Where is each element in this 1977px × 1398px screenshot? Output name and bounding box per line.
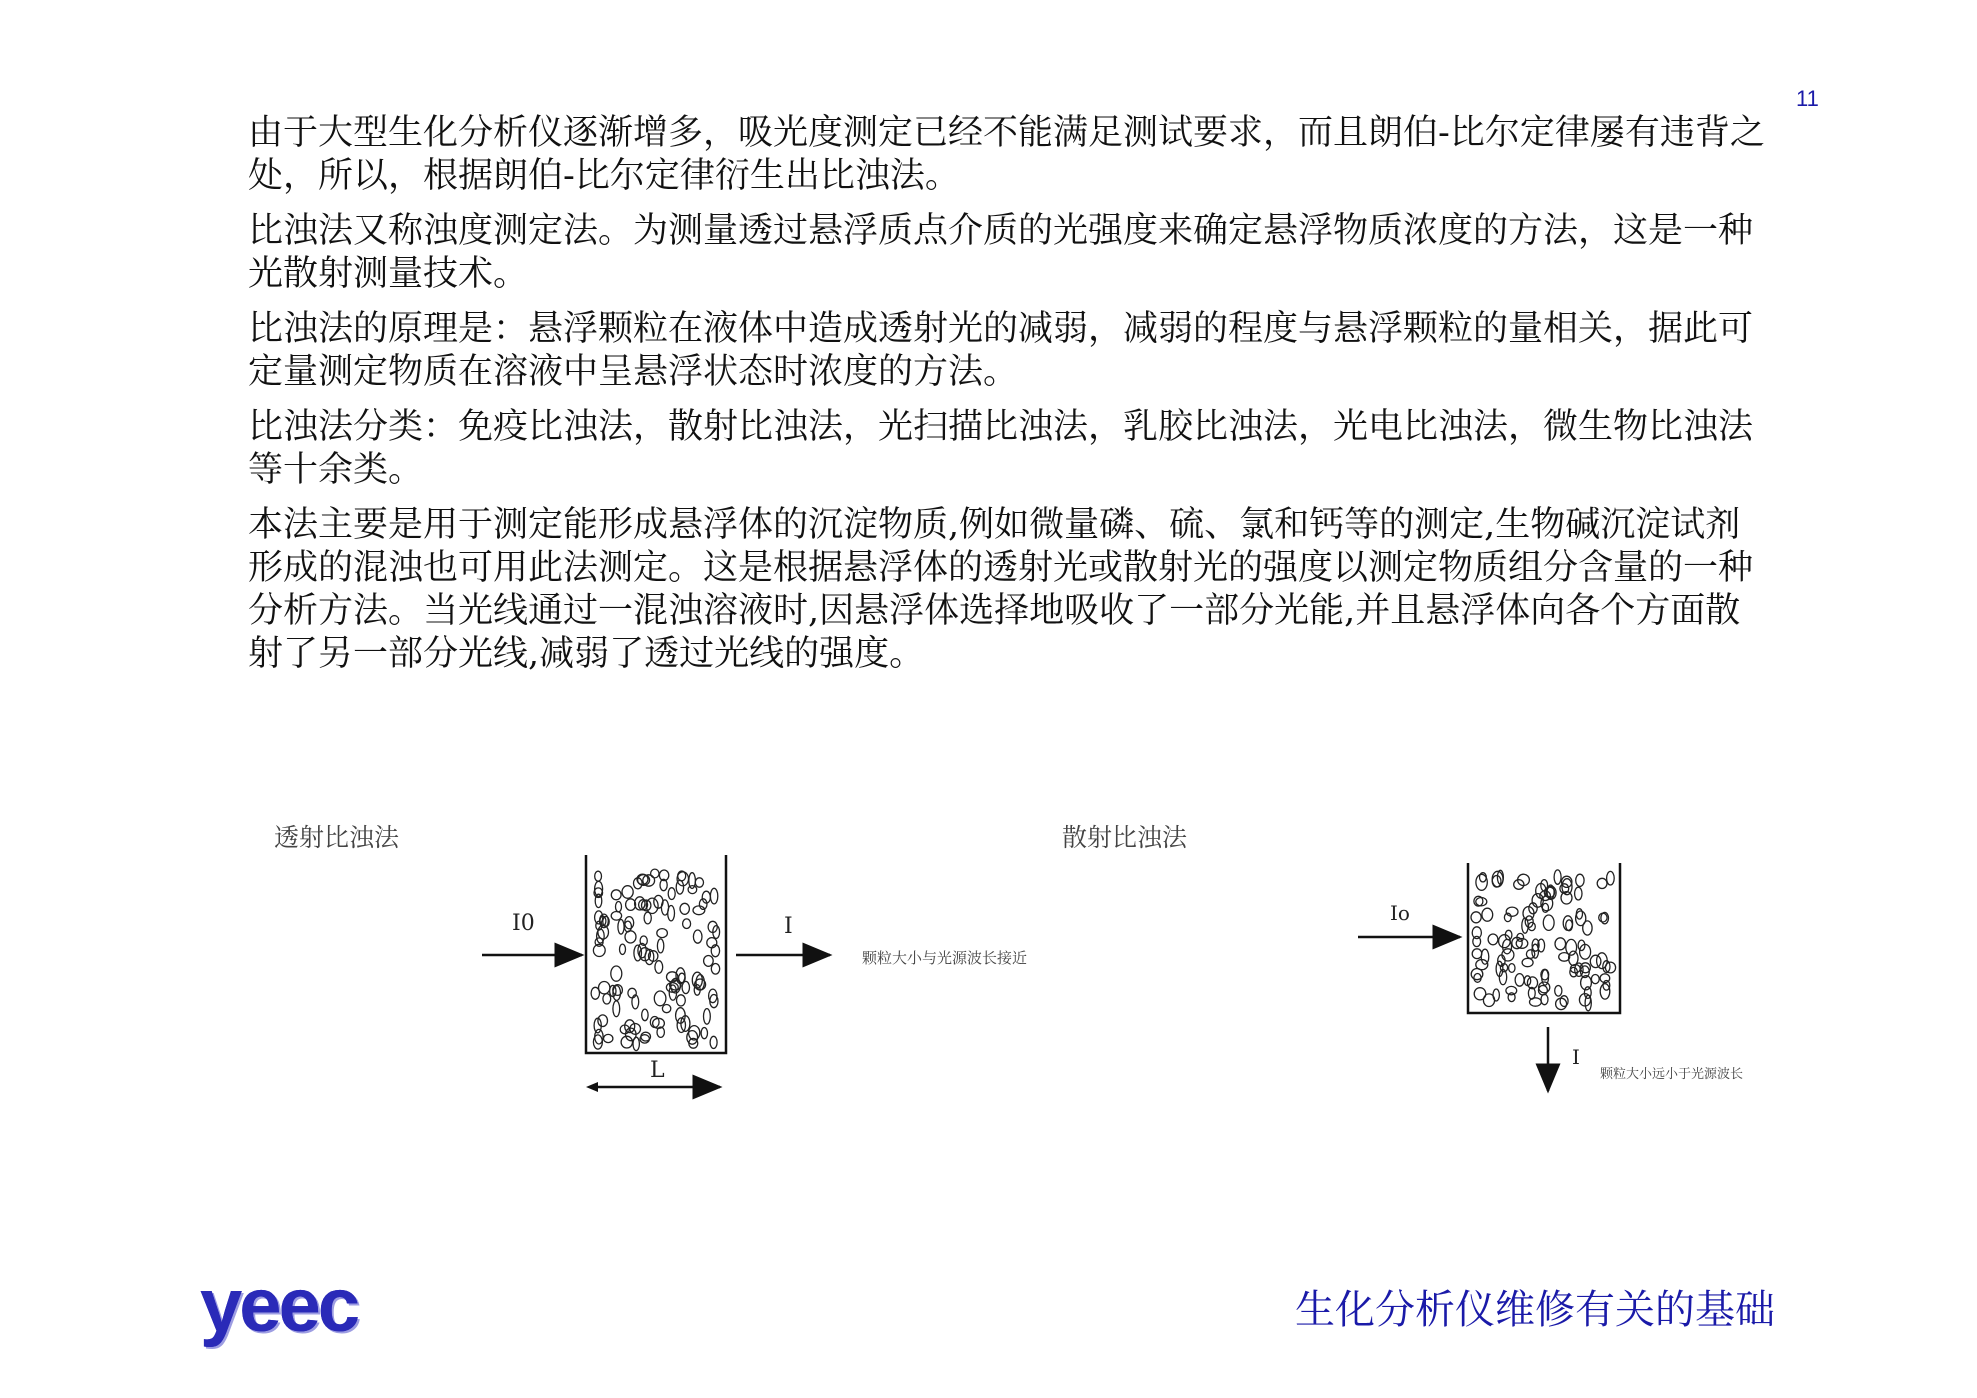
particle (1576, 874, 1584, 886)
particles (1471, 870, 1616, 1011)
particle (625, 917, 634, 929)
particle (662, 1005, 670, 1013)
particles (591, 869, 720, 1051)
particle (680, 903, 689, 914)
particle (599, 982, 610, 994)
particle (1575, 887, 1582, 900)
particle (1515, 974, 1524, 987)
particle (651, 869, 659, 878)
particle (1471, 912, 1481, 923)
particle (711, 964, 719, 975)
particle (1506, 986, 1517, 994)
particle (1506, 907, 1518, 916)
particle (655, 961, 663, 974)
particle (620, 944, 626, 954)
paragraph-principle: 比浊法的原理是：悬浮颗粒在液体中造成透射光的减弱，减弱的程度与悬浮颗粒的量相关，据此可定量测定物质在溶液中呈悬浮状态时浓度的方法。 (248, 309, 1754, 392)
path-length-label: L (650, 1058, 665, 1083)
paragraph-application: 本法主要是用于测定能形成悬浮体的沉淀物质,例如微量磷、硫、氯和钙等的测定,生物碱沉淀试剂形成的混浊也可用此法测定。这是根据悬浮体的透射光或散射光的强度以测定物质组分含量的一种分析方法。当光线通过一混浊溶液时,因悬浮体选择地吸收了一部分光能,并且悬浮体向各个方面散射了另一部分光线,减弱了透过光线的强度。 (248, 505, 1754, 674)
path-length-arrow-head (586, 1082, 598, 1092)
particle (683, 919, 691, 929)
particle (1554, 870, 1561, 884)
particle (710, 888, 717, 904)
body-text (248, 112, 1768, 688)
particle (1566, 939, 1577, 955)
particle (1493, 989, 1499, 1001)
particle (1514, 880, 1524, 890)
particle (1560, 996, 1568, 1007)
particle (1590, 955, 1601, 967)
particle (598, 1015, 608, 1027)
scattering-diagram (1350, 855, 1770, 1105)
particle (1509, 964, 1515, 973)
incident-label: I0 (512, 911, 535, 936)
particle (661, 900, 668, 915)
particle (1539, 982, 1550, 993)
incident-label: Io (1390, 901, 1410, 925)
particle (1481, 949, 1489, 964)
particle (1555, 986, 1562, 997)
yeec-logo: yeec (200, 1263, 358, 1348)
paragraph-definition: 比浊法又称浊度测定法。为测量透过悬浮质点介质的光强度来确定悬浮物质浓度的方法，这是一种光散射测量技术。 (248, 211, 1754, 294)
particle (1541, 994, 1548, 1004)
particle (1607, 871, 1615, 885)
scattered-label: I (1572, 1045, 1580, 1069)
particle (693, 930, 702, 943)
figure-left-title: 透射比浊法 (274, 823, 400, 852)
particle (1597, 878, 1607, 888)
particle (1543, 915, 1554, 930)
particle (1591, 975, 1599, 984)
particle (611, 966, 622, 981)
particle (618, 920, 624, 935)
particle (642, 1009, 648, 1021)
particle-size-note: 颗粒大小与光源波长接近 (862, 949, 1028, 967)
particle (693, 906, 705, 915)
particle (603, 994, 611, 1004)
particle (1474, 988, 1486, 1000)
particle (704, 1009, 711, 1025)
particle (1525, 916, 1533, 927)
particle (1522, 958, 1533, 966)
particle (613, 1001, 620, 1017)
particle (1476, 874, 1487, 890)
page-number: 11 (1796, 86, 1819, 111)
particle (1599, 913, 1607, 922)
particle (710, 995, 718, 1008)
particle (622, 886, 633, 899)
particle (668, 888, 675, 900)
particle (1488, 934, 1498, 945)
particle (1472, 949, 1482, 959)
particle (682, 981, 689, 993)
particle (611, 912, 621, 921)
particle (625, 931, 636, 943)
particle (1482, 908, 1493, 921)
particle (677, 995, 686, 1006)
particle (654, 991, 666, 1006)
particle (1563, 916, 1572, 931)
particle (628, 988, 636, 998)
particle (611, 890, 621, 900)
transmission-diagram (470, 845, 1030, 1105)
particle (657, 939, 663, 953)
particle-size-note: 颗粒大小远小于光源波长 (1600, 1067, 1744, 1082)
figure-right-title: 散射比浊法 (1062, 823, 1188, 852)
particle (1600, 984, 1610, 999)
paragraph-classification: 比浊法分类：免疫比浊法，散射比浊法，光扫描比浊法，乳胶比浊法，光电比浊法，微生物比浊法等十余类。 (248, 407, 1754, 490)
particle (616, 902, 622, 912)
particle (644, 912, 651, 924)
particle (687, 1031, 698, 1045)
particle (1566, 920, 1573, 931)
particle (1561, 892, 1572, 904)
particle (657, 929, 668, 938)
particle (707, 938, 717, 948)
particle (701, 1028, 707, 1039)
paragraph-intro: 由于大型生化分析仪逐渐增多，吸光度测定已经不能满足测试要求，而且朗伯-比尔定律屡有违背之处，所以，根据朗伯-比尔定律衍生出比浊法。 (248, 113, 1765, 196)
particle (1492, 876, 1501, 888)
particle (704, 956, 714, 967)
particle (710, 1036, 717, 1048)
particle (604, 1034, 613, 1042)
particle (695, 878, 703, 887)
footer-title: 生化分析仪维修有关的基础 (1295, 1287, 1775, 1333)
particle (1474, 974, 1481, 983)
transmitted-label: I (784, 914, 793, 939)
particle (1555, 938, 1566, 950)
particle (595, 871, 602, 881)
